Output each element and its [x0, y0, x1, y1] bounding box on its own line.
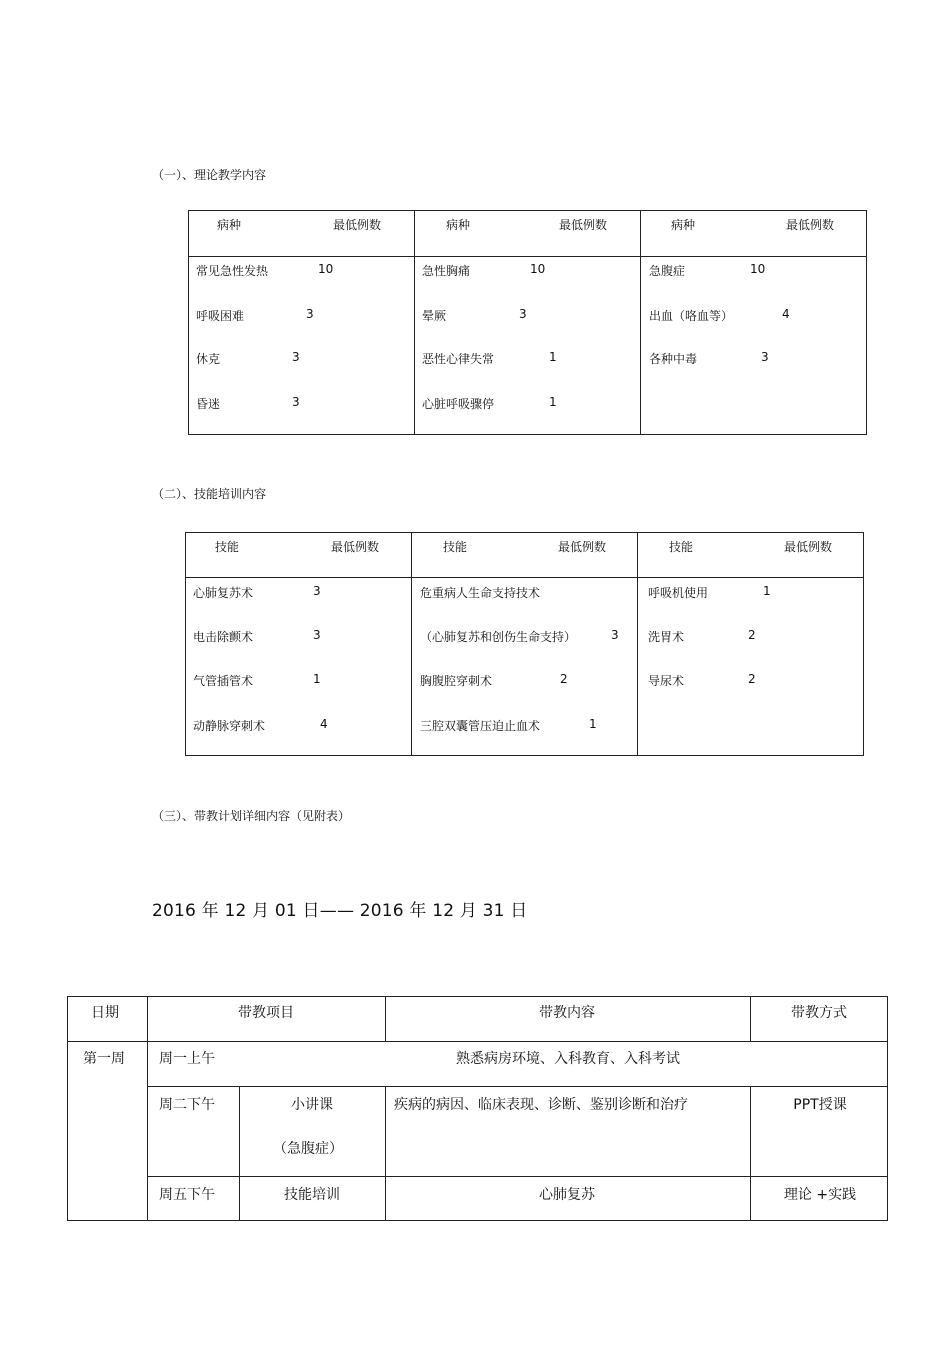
- table-divider: [385, 997, 386, 1041]
- session-method: 理论 +实践: [783, 1187, 857, 1203]
- min-case-count: 4: [320, 717, 328, 731]
- skills-table: [185, 532, 864, 756]
- table-divider: [411, 533, 412, 755]
- column-header-skill: 技能: [215, 540, 240, 554]
- table-divider: [147, 1176, 887, 1177]
- min-case-count: 2: [748, 628, 756, 642]
- column-header-min-cases: 最低例数: [784, 540, 833, 554]
- section-heading-plan: （三）、带教计划详细内容（见附表）: [152, 809, 351, 823]
- skill-name: 三腔双囊管压迫止血术: [420, 719, 541, 733]
- disease-name: 出血（咯血等）: [649, 309, 734, 323]
- column-header-min-cases: 最低例数: [558, 540, 607, 554]
- week-label: 第一周: [83, 1051, 125, 1067]
- skill-name: 洗胃术: [648, 630, 685, 644]
- column-header-min-cases: 最低例数: [559, 218, 608, 232]
- column-header-skill: 技能: [669, 540, 694, 554]
- disease-name: 常见急性发热: [196, 264, 269, 278]
- min-case-count: 1: [549, 395, 557, 409]
- table-divider: [750, 1086, 751, 1220]
- skill-name: 心肺复苏术: [193, 586, 254, 600]
- min-case-count: 1: [313, 672, 321, 686]
- min-case-count: 1: [589, 717, 597, 731]
- min-case-count: 1: [549, 350, 557, 364]
- session-project: 技能培训: [284, 1187, 340, 1203]
- skill-name: 导尿术: [648, 674, 685, 688]
- min-case-count: 3: [611, 628, 619, 642]
- header-project: 带教项目: [238, 1005, 294, 1021]
- disease-name: 恶性心律失常: [422, 352, 495, 366]
- session-method: PPT授课: [793, 1097, 847, 1113]
- section-heading-skills: （二）、技能培训内容: [152, 487, 267, 501]
- disease-name: 心脏呼吸骤停: [422, 397, 495, 411]
- column-header-disease: 病种: [446, 218, 471, 232]
- min-case-count: 3: [761, 350, 769, 364]
- min-case-count: 3: [292, 395, 300, 409]
- disease-name: 昏迷: [196, 397, 221, 411]
- column-header-min-cases: 最低例数: [786, 218, 835, 232]
- table-divider: [640, 211, 641, 434]
- session-content: 疾病的病因、临床表现、诊断、鉴别诊断和治疗: [394, 1097, 688, 1113]
- min-case-count: 3: [313, 628, 321, 642]
- skill-name: 危重病人生命支持技术: [420, 586, 541, 600]
- table-divider: [414, 211, 415, 434]
- min-case-count: 4: [782, 307, 790, 321]
- table-divider: [189, 256, 866, 257]
- min-case-count: 3: [519, 307, 527, 321]
- disease-name: 呼吸困难: [196, 309, 245, 323]
- schedule-table: [67, 996, 888, 1221]
- skill-name: （心肺复苏和创伤生命支持）: [420, 630, 577, 644]
- session-time: 周五下午: [159, 1187, 215, 1203]
- min-case-count: 3: [313, 584, 321, 598]
- section-heading-theory: （一）、理论教学内容: [152, 168, 267, 182]
- table-divider: [147, 1086, 887, 1087]
- table-divider: [750, 997, 751, 1041]
- table-divider: [385, 1086, 386, 1220]
- column-header-min-cases: 最低例数: [333, 218, 382, 232]
- table-divider: [186, 577, 863, 578]
- header-method: 带教方式: [791, 1005, 847, 1021]
- min-case-count: 3: [292, 350, 300, 364]
- table-divider: [147, 997, 148, 1220]
- date-range: 2016 年 12 月 01 日—— 2016 年 12 月 31 日: [152, 901, 528, 921]
- min-case-count: 10: [318, 262, 334, 276]
- skill-name: 呼吸机使用: [648, 586, 709, 600]
- skill-name: 电击除颤术: [193, 630, 254, 644]
- table-divider: [637, 533, 638, 755]
- min-case-count: 3: [306, 307, 314, 321]
- table-divider: [68, 1041, 887, 1042]
- header-content: 带教内容: [539, 1005, 595, 1021]
- column-header-skill: 技能: [443, 540, 468, 554]
- disease-name: 急腹症: [649, 264, 686, 278]
- column-header-min-cases: 最低例数: [331, 540, 380, 554]
- column-header-disease: 病种: [217, 218, 242, 232]
- column-header-disease: 病种: [671, 218, 696, 232]
- skill-name: 胸腹腔穿刺术: [420, 674, 493, 688]
- header-date: 日期: [91, 1005, 119, 1021]
- min-case-count: 10: [530, 262, 546, 276]
- min-case-count: 2: [748, 672, 756, 686]
- min-case-count: 2: [560, 672, 568, 686]
- skill-name: 气管插管术: [193, 674, 254, 688]
- session-time: 周一上午: [159, 1051, 215, 1067]
- session-project-topic: （急腹症）: [273, 1141, 343, 1157]
- disease-name: 休克: [196, 352, 221, 366]
- disease-name: 各种中毒: [649, 352, 698, 366]
- session-time: 周二下午: [159, 1097, 215, 1113]
- theory-table: [188, 210, 867, 435]
- session-content: 熟悉病房环境、入科教育、入科考试: [456, 1051, 680, 1067]
- disease-name: 晕厥: [422, 309, 447, 323]
- min-case-count: 10: [750, 262, 766, 276]
- min-case-count: 1: [763, 584, 771, 598]
- session-content: 心肺复苏: [539, 1187, 595, 1203]
- table-divider: [239, 1086, 240, 1220]
- session-project: 小讲课: [291, 1097, 333, 1113]
- skill-name: 动静脉穿刺术: [193, 719, 266, 733]
- disease-name: 急性胸痛: [422, 264, 471, 278]
